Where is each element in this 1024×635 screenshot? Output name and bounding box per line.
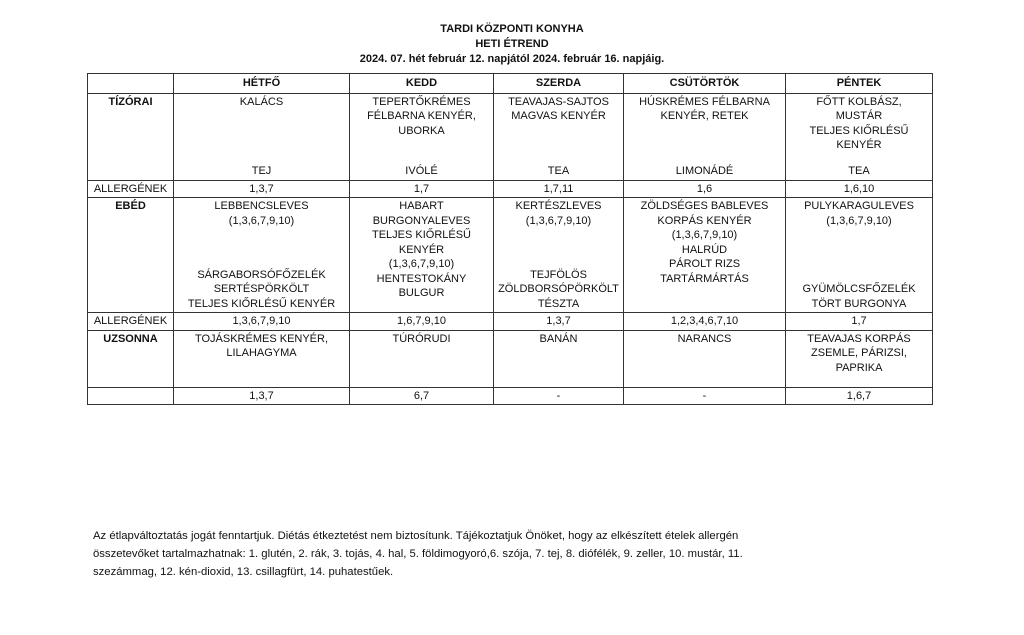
dish-text: TEA [848, 165, 870, 177]
dish-text: (1,3,6,7,9,10) [671, 229, 738, 241]
row-label [88, 387, 174, 405]
dish-text: TOJÁSKRÉMES KENYÉR, [194, 332, 329, 345]
row-label: EBÉD [88, 198, 174, 313]
dish-text: UBORKA [398, 124, 445, 137]
table-row [88, 93, 933, 180]
dish-text: (1,3,6,7,9,10) [826, 214, 892, 227]
dish-text: FÉLBARNA KENYÉR, [367, 110, 476, 122]
dish-text: TELJES KIŐRLÉSŰ KENYÉR [187, 297, 336, 310]
meal-cell [174, 93, 350, 180]
row-label: ALLERGÉNEK [88, 313, 174, 331]
dish-text: KENYÉR [836, 139, 882, 151]
meal-cell [624, 93, 786, 180]
dish-text: (1,3,6,7,9,10) [525, 214, 592, 227]
menu-date-range: 2024. 07. hét február 12. napjától 2024. február 16. napjáig. [359, 53, 665, 65]
corner-cell [88, 74, 174, 94]
table-row [88, 180, 933, 198]
dish-text: FŐTT KOLBÁSZ, [816, 95, 902, 108]
allergen-cell: 1,3,7 [494, 313, 624, 331]
dish-text: BURGONYALEVES [372, 214, 471, 227]
dish-text: KENYÉR, RETEK [660, 110, 749, 122]
dish-text: TEPERTŐKRÉMES [372, 95, 471, 108]
dish-text: HENTESTOKÁNY [376, 272, 467, 285]
allergen-notice [93, 527, 943, 581]
meal-cell [786, 198, 933, 313]
allergen-cell: 1,6 [624, 180, 786, 198]
menu-title: HETI ÉTREND [475, 38, 549, 50]
dish-text: LEBBENCSLEVES [214, 200, 309, 212]
kitchen-name: TARDI KÖZPONTI KONYHA [440, 23, 584, 35]
dish-text: PÁROLT RIZS [668, 258, 741, 270]
dish-text: SÁRGABORSÓFŐZELÉK [197, 268, 326, 281]
allergen-cell: 1,3,6,7,9,10 [174, 313, 350, 331]
dish-text: TELJES KIŐRLÉSŰ [809, 124, 909, 137]
dish-text: TEAVAJAS-SAJTOS [508, 95, 609, 108]
day-header: CSÜTÖRTÖK [624, 74, 786, 94]
allergen-cell: 1,6,10 [786, 180, 933, 198]
dish-text: ZSEMLE, PÁRIZSI, [811, 347, 907, 359]
dish-text: TEJFÖLÖS [530, 268, 587, 281]
allergen-cell: 1,7,11 [494, 180, 624, 198]
meal-cell [786, 93, 933, 180]
dish-text: LILAHAGYMA [226, 347, 297, 359]
allergen-cell: 6,7 [350, 387, 494, 405]
meal-cell [624, 198, 786, 313]
day-header: SZERDA [494, 74, 624, 94]
meal-cell [494, 93, 624, 180]
meal-cell [494, 198, 624, 313]
row-label: TÍZÓRAI [88, 93, 174, 180]
dish-text: ZÖLDBORSÓPÖRKÖLT [498, 283, 619, 295]
meal-cell [624, 330, 786, 387]
meal-cell [350, 198, 494, 313]
dish-text: TÖRT BURGONYA [811, 297, 907, 310]
allergen-cell: 1,2,3,4,6,7,10 [624, 313, 786, 331]
allergen-cell: 1,7 [786, 313, 933, 331]
dish-text: KORPÁS KENYÉR [657, 214, 752, 227]
allergen-cell: - [624, 387, 786, 405]
allergen-cell: 1,6,7,9,10 [350, 313, 494, 331]
dish-text: PAPRIKA [835, 361, 883, 374]
dish-text: ZÖLDSÉGES BABLEVES [640, 200, 769, 212]
dish-text: TELJES KIŐRLÉSŰ [371, 229, 472, 241]
table-row [88, 198, 933, 313]
day-header: KEDD [350, 74, 494, 94]
dish-text: NARANCS [677, 332, 732, 345]
dish-text: MAGVAS KENYÉR [511, 110, 606, 122]
allergen-cell: - [494, 387, 624, 405]
day-header: HÉTFŐ [174, 74, 350, 94]
dish-text: HABART [399, 200, 444, 212]
row-label: UZSONNA [88, 330, 174, 387]
allergen-cell: 1,3,7 [174, 180, 350, 198]
table-row [88, 313, 933, 331]
meal-cell [174, 198, 350, 313]
dish-text: HALRÚD [681, 243, 728, 256]
allergen-cell: 1,7 [350, 180, 494, 198]
allergen-cell: 1,3,7 [174, 387, 350, 405]
dish-text: TEJ [251, 165, 272, 177]
table-header-row [88, 74, 933, 94]
notice-line: Az étlapváltoztatás jogát fenntartjuk. Diétás étkeztetést nem biztosítunk. Tájékoztatjuk Önöket, hogy az elkészített ételek allergén [93, 530, 739, 542]
table-row [88, 387, 933, 405]
dish-text: SERTÉSPÖRKÖLT [213, 283, 310, 295]
dish-text: KENYÉR [398, 243, 445, 256]
meal-cell [786, 330, 933, 387]
dish-text: TÚRÓRUDI [392, 332, 451, 345]
meal-cell [174, 330, 350, 387]
dish-text: BANÁN [539, 332, 578, 345]
dish-text: IVÓLÉ [405, 165, 438, 177]
meal-cell [350, 330, 494, 387]
meal-cell [350, 93, 494, 180]
dish-text: (1,3,6,7,9,10) [388, 258, 455, 270]
dish-text: TÉSZTA [537, 297, 580, 310]
notice-line: összetevőket tartalmazhatnak: 1. glutén, 2. rák, 3. tojás, 4. hal, 5. földimogyoró,6. szója, 7. tej, 8. diófélék, 9. zeller, 10. mustár, 11. [93, 548, 743, 560]
weekly-menu-table [87, 73, 933, 405]
day-header: PÉNTEK [786, 74, 933, 94]
dish-text: BULGUR [398, 287, 445, 299]
dish-text: HÚSKRÉMES FÉLBARNA [639, 95, 770, 108]
dish-text: LIMONÁDÉ [675, 165, 734, 177]
meal-cell [494, 330, 624, 387]
dish-text: MUSTÁR [835, 110, 883, 122]
dish-text: KALÁCS [239, 95, 284, 108]
dish-text: PULYKARAGULEVES [804, 200, 914, 212]
dish-text: TARTÁRMÁRTÁS [660, 272, 749, 285]
dish-text: TEAVAJAS KORPÁS [807, 332, 911, 345]
allergen-cell: 1,6,7 [786, 387, 933, 405]
dish-text: GYÜMÖLCSFŐZELÉK [802, 283, 916, 295]
notice-line: szezámmag, 12. kén-dioxid, 13. csillagfürt, 14. puhatestűek. [93, 566, 394, 578]
row-label: ALLERGÉNEK [88, 180, 174, 198]
table-row [88, 330, 933, 387]
menu-header [0, 22, 1024, 67]
dish-text: (1,3,6,7,9,10) [228, 214, 295, 227]
dish-text: KERTÉSZLEVES [515, 200, 602, 212]
dish-text: TEA [547, 165, 570, 177]
